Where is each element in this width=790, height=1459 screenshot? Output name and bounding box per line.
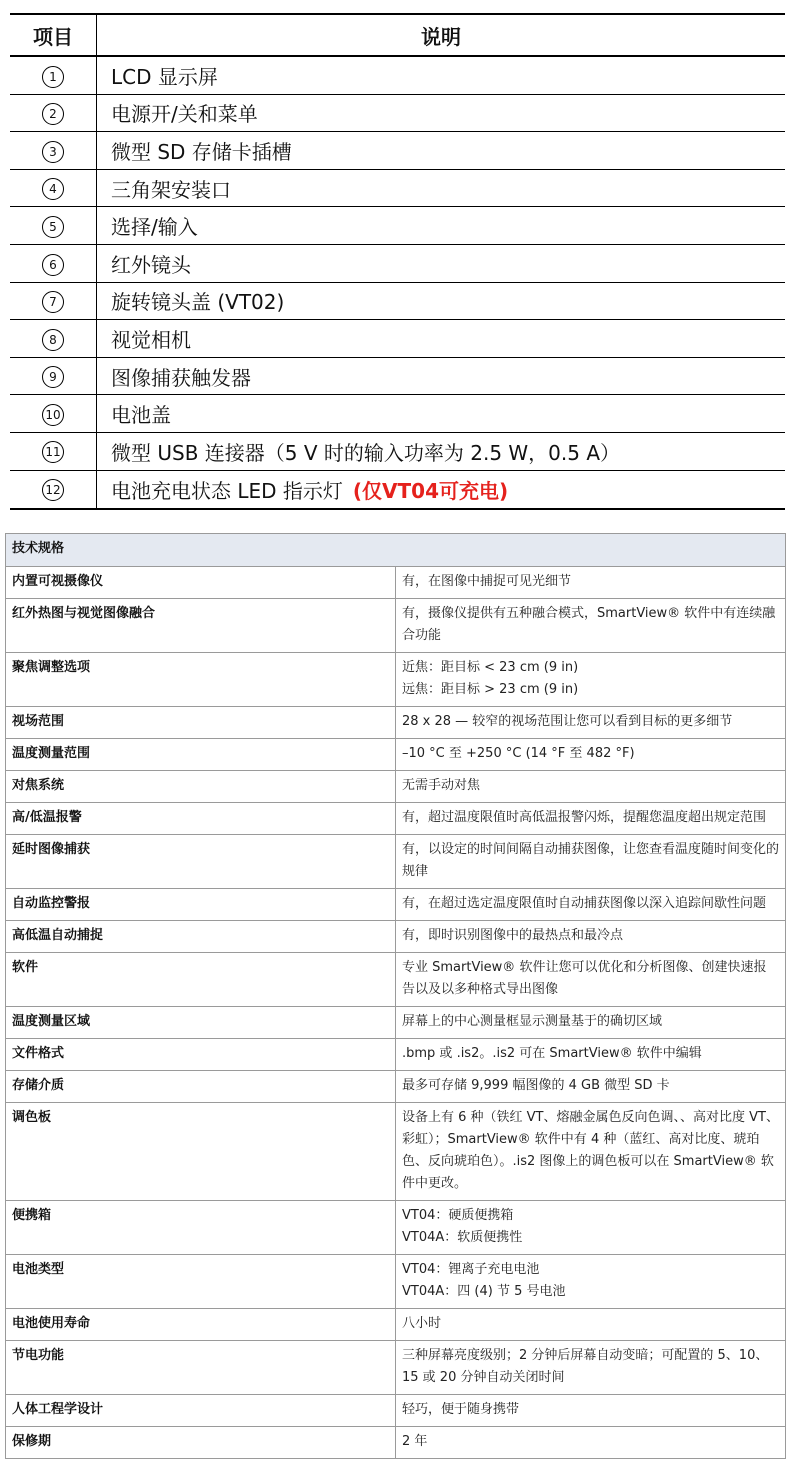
spec-key: 节电功能 bbox=[6, 1341, 396, 1395]
spec-key: 调色板 bbox=[6, 1103, 396, 1201]
spec-value bbox=[396, 1103, 786, 1201]
spec-key: 文件格式 bbox=[6, 1039, 396, 1071]
item-description-cell bbox=[97, 132, 786, 170]
item-number-cell bbox=[10, 94, 97, 132]
spec-row bbox=[6, 1395, 786, 1427]
spec-key: 便携箱 bbox=[6, 1201, 396, 1255]
spec-key: 高/低温报警 bbox=[6, 803, 396, 835]
spec-value-line: 三种屏幕亮度级别；2 分钟后屏幕自动变暗；可配置的 5、10、15 或 20 分钟自动关闭时间 bbox=[402, 1348, 769, 1385]
item-number-cell bbox=[10, 470, 97, 509]
spec-key: 视场范围 bbox=[6, 707, 396, 739]
spec-key: 延时图像捕获 bbox=[6, 835, 396, 889]
item-description-cell bbox=[97, 357, 786, 395]
item-description-cell bbox=[97, 56, 786, 94]
item-description: 电池盖 bbox=[111, 403, 171, 428]
spec-value bbox=[396, 803, 786, 835]
item-number: 11 bbox=[42, 441, 64, 463]
spec-row bbox=[6, 921, 786, 953]
spec-value bbox=[396, 921, 786, 953]
spec-key: 高低温自动捕捉 bbox=[6, 921, 396, 953]
item-description: 电池充电状态 LED 指示灯 bbox=[111, 478, 343, 503]
spec-key: 人体工程学设计 bbox=[6, 1395, 396, 1427]
spec-row bbox=[6, 707, 786, 739]
spec-value-line: 远焦：距目标 > 23 cm (9 in) bbox=[402, 682, 579, 697]
item-description: 微型 USB 连接器（5 V 时的输入功率为 2.5 W，0.5 A） bbox=[111, 440, 621, 465]
spec-value-line: 有，即时识别图像中的最热点和最冷点 bbox=[402, 928, 624, 943]
item-number-cell bbox=[10, 395, 97, 433]
spec-value-line: VT04A：软质便携性 bbox=[402, 1230, 523, 1245]
item-number: 7 bbox=[42, 291, 64, 313]
spec-value bbox=[396, 953, 786, 1007]
item-description: 选择/输入 bbox=[111, 215, 198, 240]
parts-row bbox=[10, 56, 785, 94]
spec-value-line: 有，在超过选定温度限值时自动捕获图像以深入追踪间歇性问题 bbox=[402, 896, 767, 911]
parts-row bbox=[10, 94, 785, 132]
spec-key: 自动监控警报 bbox=[6, 889, 396, 921]
item-description-cell bbox=[97, 395, 786, 433]
item-description-cell bbox=[97, 94, 786, 132]
item-number: 8 bbox=[42, 329, 64, 351]
spec-value-line: 无需手动对焦 bbox=[402, 778, 481, 793]
spec-value-line: 近焦：距目标 < 23 cm (9 in) bbox=[402, 660, 579, 675]
spec-value bbox=[396, 707, 786, 739]
spec-row bbox=[6, 1309, 786, 1341]
spec-header-row bbox=[6, 534, 786, 567]
spec-value bbox=[396, 1039, 786, 1071]
spec-value bbox=[396, 1007, 786, 1039]
spec-key: 电池类型 bbox=[6, 1255, 396, 1309]
spec-value-line: 轻巧，便于随身携带 bbox=[402, 1402, 520, 1417]
item-description: 图像捕获触发器 bbox=[111, 365, 251, 390]
spec-row bbox=[6, 1341, 786, 1395]
item-number: 6 bbox=[42, 254, 64, 276]
parts-row bbox=[10, 169, 785, 207]
item-description: 视觉相机 bbox=[111, 327, 191, 352]
spec-value-line: 专业 SmartView® 软件让您可以优化和分析图像、创建快速报告以及以多种格式导出图像 bbox=[402, 960, 767, 997]
item-number: 5 bbox=[42, 216, 64, 238]
spec-row bbox=[6, 1255, 786, 1309]
spec-value-line: –10 °C 至 +250 °C (14 °F 至 482 °F) bbox=[402, 746, 635, 761]
spec-row bbox=[6, 739, 786, 771]
spec-row bbox=[6, 803, 786, 835]
item-number-cell bbox=[10, 320, 97, 358]
spec-value bbox=[396, 1071, 786, 1103]
item-number-cell bbox=[10, 357, 97, 395]
spec-value-line: 有，超过温度限值时高低温报警闪烁，提醒您温度超出规定范围 bbox=[402, 810, 767, 825]
spec-value-line: 有，在图像中捕捉可见光细节 bbox=[402, 574, 572, 589]
spec-key: 聚焦调整选项 bbox=[6, 653, 396, 707]
item-number: 4 bbox=[42, 178, 64, 200]
item-description-cell bbox=[97, 432, 786, 470]
item-description-cell bbox=[97, 282, 786, 320]
item-description: 红外镜头 bbox=[111, 252, 191, 277]
spec-row bbox=[6, 653, 786, 707]
spec-key: 红外热图与视觉图像融合 bbox=[6, 599, 396, 653]
spec-value-line: .bmp 或 .is2。.is2 可在 SmartView® 软件中编辑 bbox=[402, 1046, 702, 1061]
header-item: 项目 bbox=[10, 14, 97, 56]
item-number-cell bbox=[10, 169, 97, 207]
parts-row bbox=[10, 282, 785, 320]
spec-row bbox=[6, 835, 786, 889]
spec-value bbox=[396, 739, 786, 771]
item-number-cell bbox=[10, 432, 97, 470]
item-number: 2 bbox=[42, 103, 64, 125]
item-number-cell bbox=[10, 207, 97, 245]
spec-row bbox=[6, 567, 786, 599]
spec-row bbox=[6, 771, 786, 803]
spec-key: 存储介质 bbox=[6, 1071, 396, 1103]
item-description: 微型 SD 存储卡插槽 bbox=[111, 139, 292, 164]
item-description-cell bbox=[97, 207, 786, 245]
spec-key: 温度测量范围 bbox=[6, 739, 396, 771]
item-number-cell bbox=[10, 56, 97, 94]
item-description-cell bbox=[97, 470, 786, 509]
spec-value bbox=[396, 1255, 786, 1309]
spec-key: 内置可视摄像仪 bbox=[6, 567, 396, 599]
spec-row bbox=[6, 1007, 786, 1039]
spec-value-line: VT04A：四 (4) 节 5 号电池 bbox=[402, 1284, 566, 1299]
item-description: 旋转镜头盖 (VT02) bbox=[111, 290, 285, 315]
item-description: LCD 显示屏 bbox=[111, 64, 218, 89]
item-description: 电源开/关和菜单 bbox=[111, 102, 258, 127]
spec-value-line: 设备上有 6 种（铁红 VT、熔融金属色反向色调、、高对比度 VT、彩虹）；SmartView® 软件中有 4 种（蓝红、高对比度、琥珀色、反向琥珀色）。.is2 图像上的调色板可以在 SmartView® 软件中更改。 bbox=[402, 1110, 779, 1191]
spec-value bbox=[396, 889, 786, 921]
item-description: 三角架安装口 bbox=[111, 177, 231, 202]
parts-header-row bbox=[10, 14, 785, 56]
spec-row bbox=[6, 953, 786, 1007]
spec-value bbox=[396, 599, 786, 653]
parts-row bbox=[10, 320, 785, 358]
item-description-cell bbox=[97, 244, 786, 282]
spec-value bbox=[396, 1341, 786, 1395]
spec-value-line: 屏幕上的中心测量框显示测量基于的确切区域 bbox=[402, 1014, 663, 1029]
spec-key: 软件 bbox=[6, 953, 396, 1007]
spec-value-line: 有，以设定的时间间隔自动捕获图像，让您查看温度随时间变化的规律 bbox=[402, 842, 780, 879]
spec-key: 对焦系统 bbox=[6, 771, 396, 803]
spec-value-line: VT04：锂离子充电电池 bbox=[402, 1262, 540, 1277]
item-number-cell bbox=[10, 132, 97, 170]
spec-value bbox=[396, 835, 786, 889]
item-description-cell bbox=[97, 320, 786, 358]
parts-row bbox=[10, 132, 785, 170]
spec-row bbox=[6, 1071, 786, 1103]
parts-row bbox=[10, 470, 785, 509]
spec-row bbox=[6, 889, 786, 921]
spec-value-line: 最多可存储 9,999 幅图像的 4 GB 微型 SD 卡 bbox=[402, 1078, 670, 1093]
parts-row bbox=[10, 244, 785, 282]
parts-row bbox=[10, 357, 785, 395]
spec-row bbox=[6, 1039, 786, 1071]
spec-value-line: 28 x 28 — 较窄的视场范围让您可以看到目标的更多细节 bbox=[402, 714, 733, 729]
parts-table bbox=[10, 13, 785, 510]
parts-row bbox=[10, 395, 785, 433]
item-number: 1 bbox=[42, 66, 64, 88]
item-note: (仅VT04可充电) bbox=[352, 478, 509, 503]
spec-header: 技术规格 bbox=[6, 534, 786, 567]
spec-value bbox=[396, 1309, 786, 1341]
spec-row bbox=[6, 1103, 786, 1201]
item-number: 9 bbox=[42, 366, 64, 388]
parts-row bbox=[10, 207, 785, 245]
spec-value-line: VT04：硬质便携箱 bbox=[402, 1208, 514, 1223]
parts-row bbox=[10, 432, 785, 470]
spec-value bbox=[396, 771, 786, 803]
spec-table bbox=[5, 533, 786, 1459]
spec-value bbox=[396, 653, 786, 707]
spec-key: 保修期 bbox=[6, 1427, 396, 1459]
spec-key: 电池使用寿命 bbox=[6, 1309, 396, 1341]
spec-value-line: 八小时 bbox=[402, 1316, 442, 1331]
spec-value-line: 2 年 bbox=[402, 1434, 428, 1449]
item-number-cell bbox=[10, 282, 97, 320]
spec-row bbox=[6, 1201, 786, 1255]
item-description-cell bbox=[97, 169, 786, 207]
spec-value bbox=[396, 1395, 786, 1427]
spec-value-line: 有，摄像仪提供有五种融合模式，SmartView® 软件中有连续融合功能 bbox=[402, 606, 776, 643]
spec-value bbox=[396, 1201, 786, 1255]
item-number: 3 bbox=[42, 141, 64, 163]
spec-value bbox=[396, 1427, 786, 1459]
spec-row bbox=[6, 599, 786, 653]
item-number: 12 bbox=[42, 479, 64, 501]
item-number-cell bbox=[10, 244, 97, 282]
item-number: 10 bbox=[42, 404, 64, 426]
spec-value bbox=[396, 567, 786, 599]
spec-key: 温度测量区域 bbox=[6, 1007, 396, 1039]
spec-row bbox=[6, 1427, 786, 1459]
header-description: 说明 bbox=[97, 14, 786, 56]
